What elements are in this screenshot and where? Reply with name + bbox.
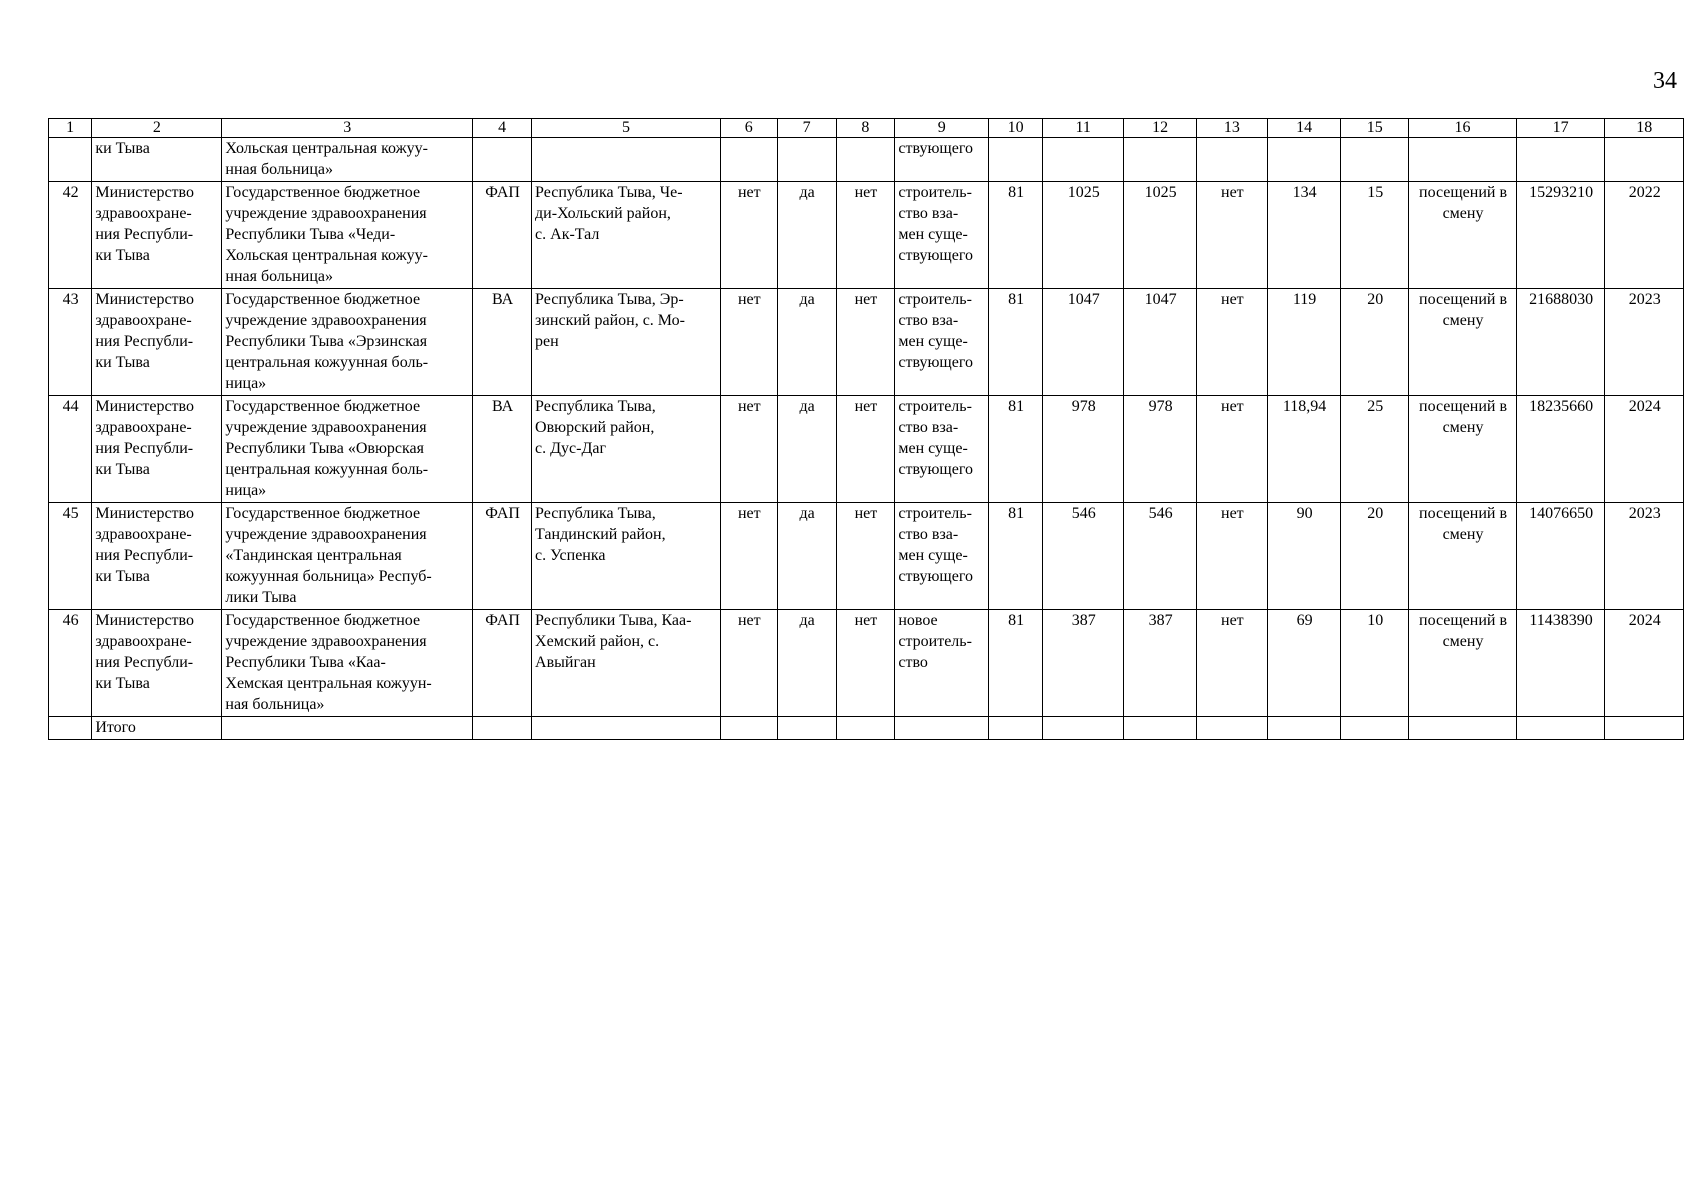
column-header: 6 [720, 119, 777, 138]
total-cell [720, 717, 777, 740]
table-cell-c6: нет [720, 182, 777, 289]
continuation-cell [1267, 138, 1340, 182]
table-cell-c15: 10 [1341, 610, 1409, 717]
continuation-cell [473, 138, 532, 182]
continuation-cell [1516, 138, 1605, 182]
table-cell-c7: да [777, 610, 836, 717]
column-header: 12 [1124, 119, 1196, 138]
column-header: 11 [1042, 119, 1124, 138]
table-cell-address: Республика Тыва, Эр- зинский район, с. Мо- рен [532, 289, 721, 396]
table-cell-construction: строитель- ство вза- мен суще- ствующего [895, 503, 989, 610]
table-row [49, 396, 1684, 503]
table-cell-c11: 1047 [1042, 289, 1124, 396]
table-cell-ministry: Министерство здравоохране- ния Республи- ки Тыва [92, 610, 222, 717]
table-cell-c14: 118,94 [1267, 396, 1340, 503]
continuation-cell [777, 138, 836, 182]
table-cell-c11: 546 [1042, 503, 1124, 610]
table-cell-cost: 11438390 [1516, 610, 1605, 717]
table-cell-type: ФАП [473, 610, 532, 717]
table-cell-c8: нет [836, 396, 895, 503]
table-cell-num: 42 [49, 182, 92, 289]
total-cell [532, 717, 721, 740]
table-cell-capacity: посещений в смену [1409, 503, 1516, 610]
total-cell [777, 717, 836, 740]
table-cell-c7: да [777, 396, 836, 503]
table-cell-cost: 14076650 [1516, 503, 1605, 610]
table-cell-c11: 1025 [1042, 182, 1124, 289]
table-cell-c8: нет [836, 503, 895, 610]
table-cell-address: Республика Тыва, Че- ди-Хольский район, с. Ак-Тал [532, 182, 721, 289]
column-header: 16 [1409, 119, 1516, 138]
total-cell [1267, 717, 1340, 740]
continuation-cell [1341, 138, 1409, 182]
table-cell-c14: 90 [1267, 503, 1340, 610]
table-cell-construction: новое строитель- ство [895, 610, 989, 717]
table-cell-year: 2024 [1605, 610, 1684, 717]
table-cell-c14: 69 [1267, 610, 1340, 717]
table-cell-year: 2023 [1605, 289, 1684, 396]
table-cell-c11: 387 [1042, 610, 1124, 717]
table-cell-c15: 20 [1341, 289, 1409, 396]
table-cell-c12: 387 [1124, 610, 1196, 717]
continuation-cell [1409, 138, 1516, 182]
page-number: 34 [1653, 68, 1677, 94]
table-cell-capacity: посещений в смену [1409, 182, 1516, 289]
table-cell-c14: 134 [1267, 182, 1340, 289]
table-cell-num: 43 [49, 289, 92, 396]
table-cell-c8: нет [836, 289, 895, 396]
table-cell-cost: 18235660 [1516, 396, 1605, 503]
table-cell-ministry: Министерство здравоохране- ния Республи- ки Тыва [92, 182, 222, 289]
table-cell-capacity: посещений в смену [1409, 396, 1516, 503]
table-cell-address: Республики Тыва, Каа- Хемский район, с. Авыйган [532, 610, 721, 717]
continuation-cell: ствующего [895, 138, 989, 182]
table-cell-c15: 15 [1341, 182, 1409, 289]
table-cell-type: ВА [473, 289, 532, 396]
facilities-table [48, 118, 1684, 740]
total-label: Итого [92, 717, 222, 740]
table-cell-year: 2023 [1605, 503, 1684, 610]
continuation-cell [989, 138, 1043, 182]
header-row [49, 119, 1684, 138]
table-cell-c7: да [777, 503, 836, 610]
table-row [49, 182, 1684, 289]
continuation-cell [49, 138, 92, 182]
table-cell-construction: строитель- ство вза- мен суще- ствующего [895, 182, 989, 289]
table-cell-c15: 20 [1341, 503, 1409, 610]
total-cell [989, 717, 1043, 740]
table-cell-c6: нет [720, 396, 777, 503]
total-cell [473, 717, 532, 740]
column-header: 5 [532, 119, 721, 138]
column-header: 13 [1196, 119, 1267, 138]
column-header: 10 [989, 119, 1043, 138]
column-header: 15 [1341, 119, 1409, 138]
total-cell [1409, 717, 1516, 740]
table-cell-capacity: посещений в смену [1409, 289, 1516, 396]
total-cell [1341, 717, 1409, 740]
table-cell-c10: 81 [989, 610, 1043, 717]
table-row [49, 503, 1684, 610]
table-cell-year: 2024 [1605, 396, 1684, 503]
total-row [49, 717, 1684, 740]
column-header: 2 [92, 119, 222, 138]
table-cell-c6: нет [720, 289, 777, 396]
total-cell [1196, 717, 1267, 740]
table-cell-c8: нет [836, 182, 895, 289]
table-cell-c12: 978 [1124, 396, 1196, 503]
table-cell-address: Республика Тыва, Овюрский район, с. Дус-Даг [532, 396, 721, 503]
table-cell-c12: 546 [1124, 503, 1196, 610]
table-row [49, 610, 1684, 717]
table-cell-cost: 15293210 [1516, 182, 1605, 289]
table-cell-c13: нет [1196, 503, 1267, 610]
continuation-cell [720, 138, 777, 182]
table-cell-address: Республика Тыва, Тандинский район, с. Успенка [532, 503, 721, 610]
table-cell-institution: Государственное бюджетное учреждение здравоохранения Республики Тыва «Эрзинская центральная кожуунная боль- ница» [222, 289, 473, 396]
table-cell-num: 45 [49, 503, 92, 610]
table-cell-c13: нет [1196, 289, 1267, 396]
table-cell-institution: Государственное бюджетное учреждение здравоохранения Республики Тыва «Чеди- Хольская центральная кожуу- нная больница» [222, 182, 473, 289]
table-cell-type: ФАП [473, 182, 532, 289]
table-cell-type: ВА [473, 396, 532, 503]
table-cell-ministry: Министерство здравоохране- ния Республи- ки Тыва [92, 289, 222, 396]
table-cell-num: 46 [49, 610, 92, 717]
table-cell-c6: нет [720, 610, 777, 717]
table-cell-institution: Государственное бюджетное учреждение здравоохранения Республики Тыва «Каа- Хемская центральная кожуун- ная больница» [222, 610, 473, 717]
table-cell-c15: 25 [1341, 396, 1409, 503]
table-cell-cost: 21688030 [1516, 289, 1605, 396]
table-cell-c6: нет [720, 503, 777, 610]
table-body [49, 119, 1684, 740]
column-header: 18 [1605, 119, 1684, 138]
table-cell-c7: да [777, 182, 836, 289]
continuation-cell [1196, 138, 1267, 182]
table-cell-c13: нет [1196, 182, 1267, 289]
table-cell-num: 44 [49, 396, 92, 503]
continuation-cell: Хольская центральная кожуу- нная больница» [222, 138, 473, 182]
continuation-cell [1042, 138, 1124, 182]
column-header: 7 [777, 119, 836, 138]
continuation-cell [1605, 138, 1684, 182]
table-cell-c10: 81 [989, 182, 1043, 289]
table-cell-ministry: Министерство здравоохране- ния Республи- ки Тыва [92, 396, 222, 503]
table-cell-c13: нет [1196, 610, 1267, 717]
table-cell-institution: Государственное бюджетное учреждение здравоохранения Республики Тыва «Овюрская центральная кожуунная боль- ница» [222, 396, 473, 503]
total-cell [1042, 717, 1124, 740]
continuation-cell [532, 138, 721, 182]
table-row [49, 289, 1684, 396]
table-cell-c10: 81 [989, 289, 1043, 396]
column-header: 1 [49, 119, 92, 138]
table-cell-institution: Государственное бюджетное учреждение здравоохранения «Тандинская центральная кожуунная больница» Респуб- лики Тыва [222, 503, 473, 610]
column-header: 9 [895, 119, 989, 138]
table-cell-ministry: Министерство здравоохране- ния Республи- ки Тыва [92, 503, 222, 610]
total-cell [222, 717, 473, 740]
column-header: 3 [222, 119, 473, 138]
table-cell-type: ФАП [473, 503, 532, 610]
table-cell-c11: 978 [1042, 396, 1124, 503]
total-cell [49, 717, 92, 740]
continuation-cell [836, 138, 895, 182]
column-header: 4 [473, 119, 532, 138]
column-header: 17 [1516, 119, 1605, 138]
table-cell-c8: нет [836, 610, 895, 717]
table-cell-c10: 81 [989, 396, 1043, 503]
table-cell-c7: да [777, 289, 836, 396]
table-cell-construction: строитель- ство вза- мен суще- ствующего [895, 289, 989, 396]
total-cell [836, 717, 895, 740]
column-header: 8 [836, 119, 895, 138]
continuation-cell [1124, 138, 1196, 182]
table-cell-c10: 81 [989, 503, 1043, 610]
total-cell [1605, 717, 1684, 740]
total-cell [895, 717, 989, 740]
table-cell-year: 2022 [1605, 182, 1684, 289]
total-cell [1516, 717, 1605, 740]
table-cell-construction: строитель- ство вза- мен суще- ствующего [895, 396, 989, 503]
total-cell [1124, 717, 1196, 740]
continuation-row [49, 138, 1684, 182]
table-cell-c12: 1025 [1124, 182, 1196, 289]
column-header: 14 [1267, 119, 1340, 138]
table-cell-c14: 119 [1267, 289, 1340, 396]
continuation-cell: ки Тыва [92, 138, 222, 182]
table-cell-c13: нет [1196, 396, 1267, 503]
table-cell-capacity: посещений в смену [1409, 610, 1516, 717]
table-cell-c12: 1047 [1124, 289, 1196, 396]
